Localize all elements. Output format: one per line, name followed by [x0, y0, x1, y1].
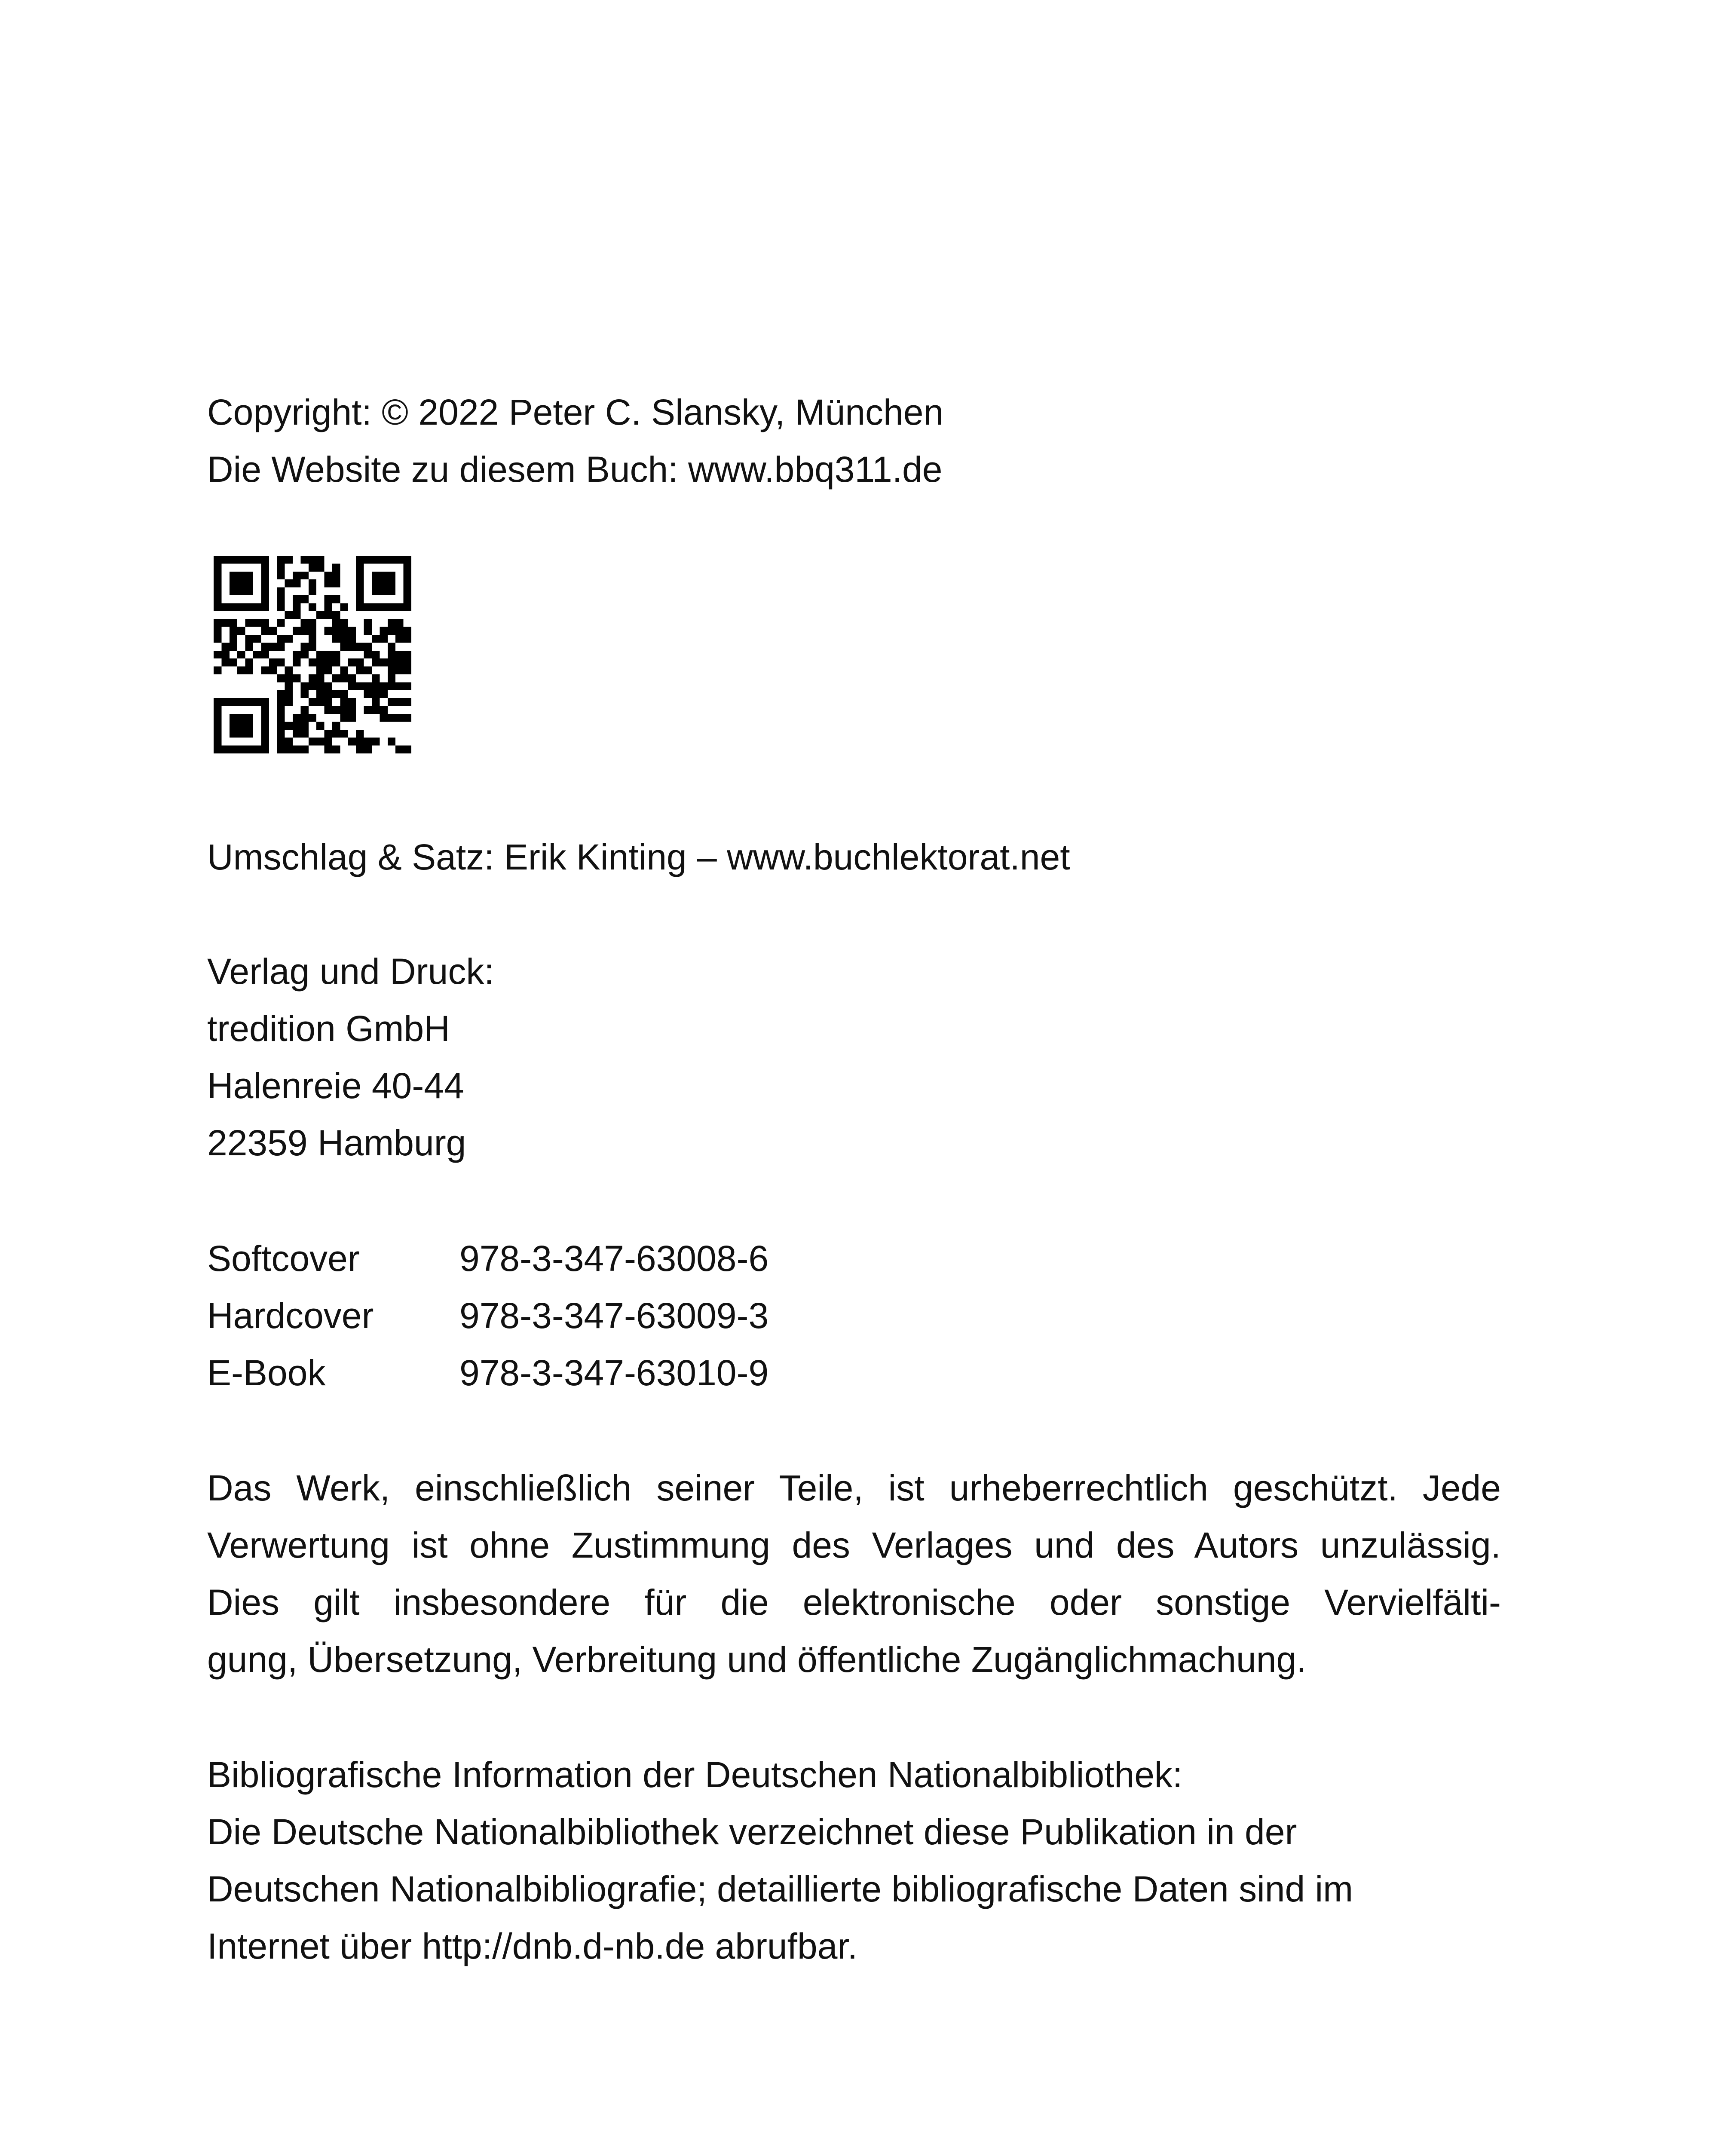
publisher-block — [207, 943, 1501, 1172]
isbn-label: E-Book — [207, 1353, 326, 1393]
design-credit-line — [207, 829, 1501, 886]
isbn-number: 978-3-347-63009-3 — [459, 1295, 769, 1336]
design-credit-link[interactable]: www.buchlektorat.net — [727, 837, 1070, 877]
bibliography-last-prefix: Internet über — [207, 1926, 422, 1966]
isbn-number: 978-3-347-63008-6 — [459, 1238, 769, 1279]
publisher-city: 22359 Hamburg — [207, 1123, 466, 1163]
rights-line: Verwertung ist ohne Zustimmung des Verlages und des Autors unzulässig. — [207, 1525, 1501, 1565]
isbn-row-ebook — [207, 1344, 1501, 1402]
bibliography-line: Deutschen Nationalbibliografie; detaillierte bibliografische Daten sind im — [207, 1869, 1353, 1909]
isbn-number: 978-3-347-63010-9 — [459, 1353, 769, 1393]
publisher-heading: Verlag und Druck: — [207, 951, 494, 992]
rights-line: Dies gilt insbesondere für die elektronische oder sonstige Vervielfälti- — [207, 1582, 1501, 1622]
isbn-row-hardcover — [207, 1287, 1501, 1344]
bibliography-last-line — [207, 1918, 1501, 1975]
rights-line: Das Werk, einschließlich seiner Teile, ist urheberrechtlich geschützt. Jede — [207, 1468, 1501, 1508]
website-line — [207, 441, 1501, 498]
publisher-street: Halenreie 40-44 — [207, 1065, 464, 1106]
isbn-label: Hardcover — [207, 1295, 374, 1336]
bibliography-block — [207, 1746, 1501, 1975]
bibliography-line: Die Deutsche Nationalbibliothek verzeichnet diese Publikation in der — [207, 1812, 1297, 1852]
website-link[interactable]: www.bbq311.de — [688, 449, 943, 490]
publisher-name: tredition GmbH — [207, 1008, 450, 1049]
isbn-table — [207, 1230, 1501, 1402]
bibliography-heading: Bibliografische Information der Deutschen Nationalbibliothek: — [207, 1754, 1183, 1795]
isbn-label: Softcover — [207, 1238, 360, 1279]
design-credit-block — [207, 829, 1501, 886]
qr-code-icon — [214, 556, 411, 753]
copyright-line: Copyright: © 2022 Peter C. Slansky, München — [207, 392, 944, 432]
rights-line: gung, Übersetzung, Verbreitung und öffentliche Zugänglichmachung. — [207, 1639, 1307, 1680]
rights-paragraph — [207, 1460, 1501, 1688]
design-credit-prefix: Umschlag & Satz: Erik Kinting – — [207, 837, 727, 877]
copyright-block — [207, 384, 1501, 498]
isbn-row-softcover — [207, 1230, 1501, 1287]
dnb-link[interactable]: http://dnb.d-nb.de — [422, 1926, 705, 1966]
bibliography-last-suffix: abrufbar. — [705, 1926, 858, 1966]
website-prefix: Die Website zu diesem Buch: — [207, 449, 688, 490]
